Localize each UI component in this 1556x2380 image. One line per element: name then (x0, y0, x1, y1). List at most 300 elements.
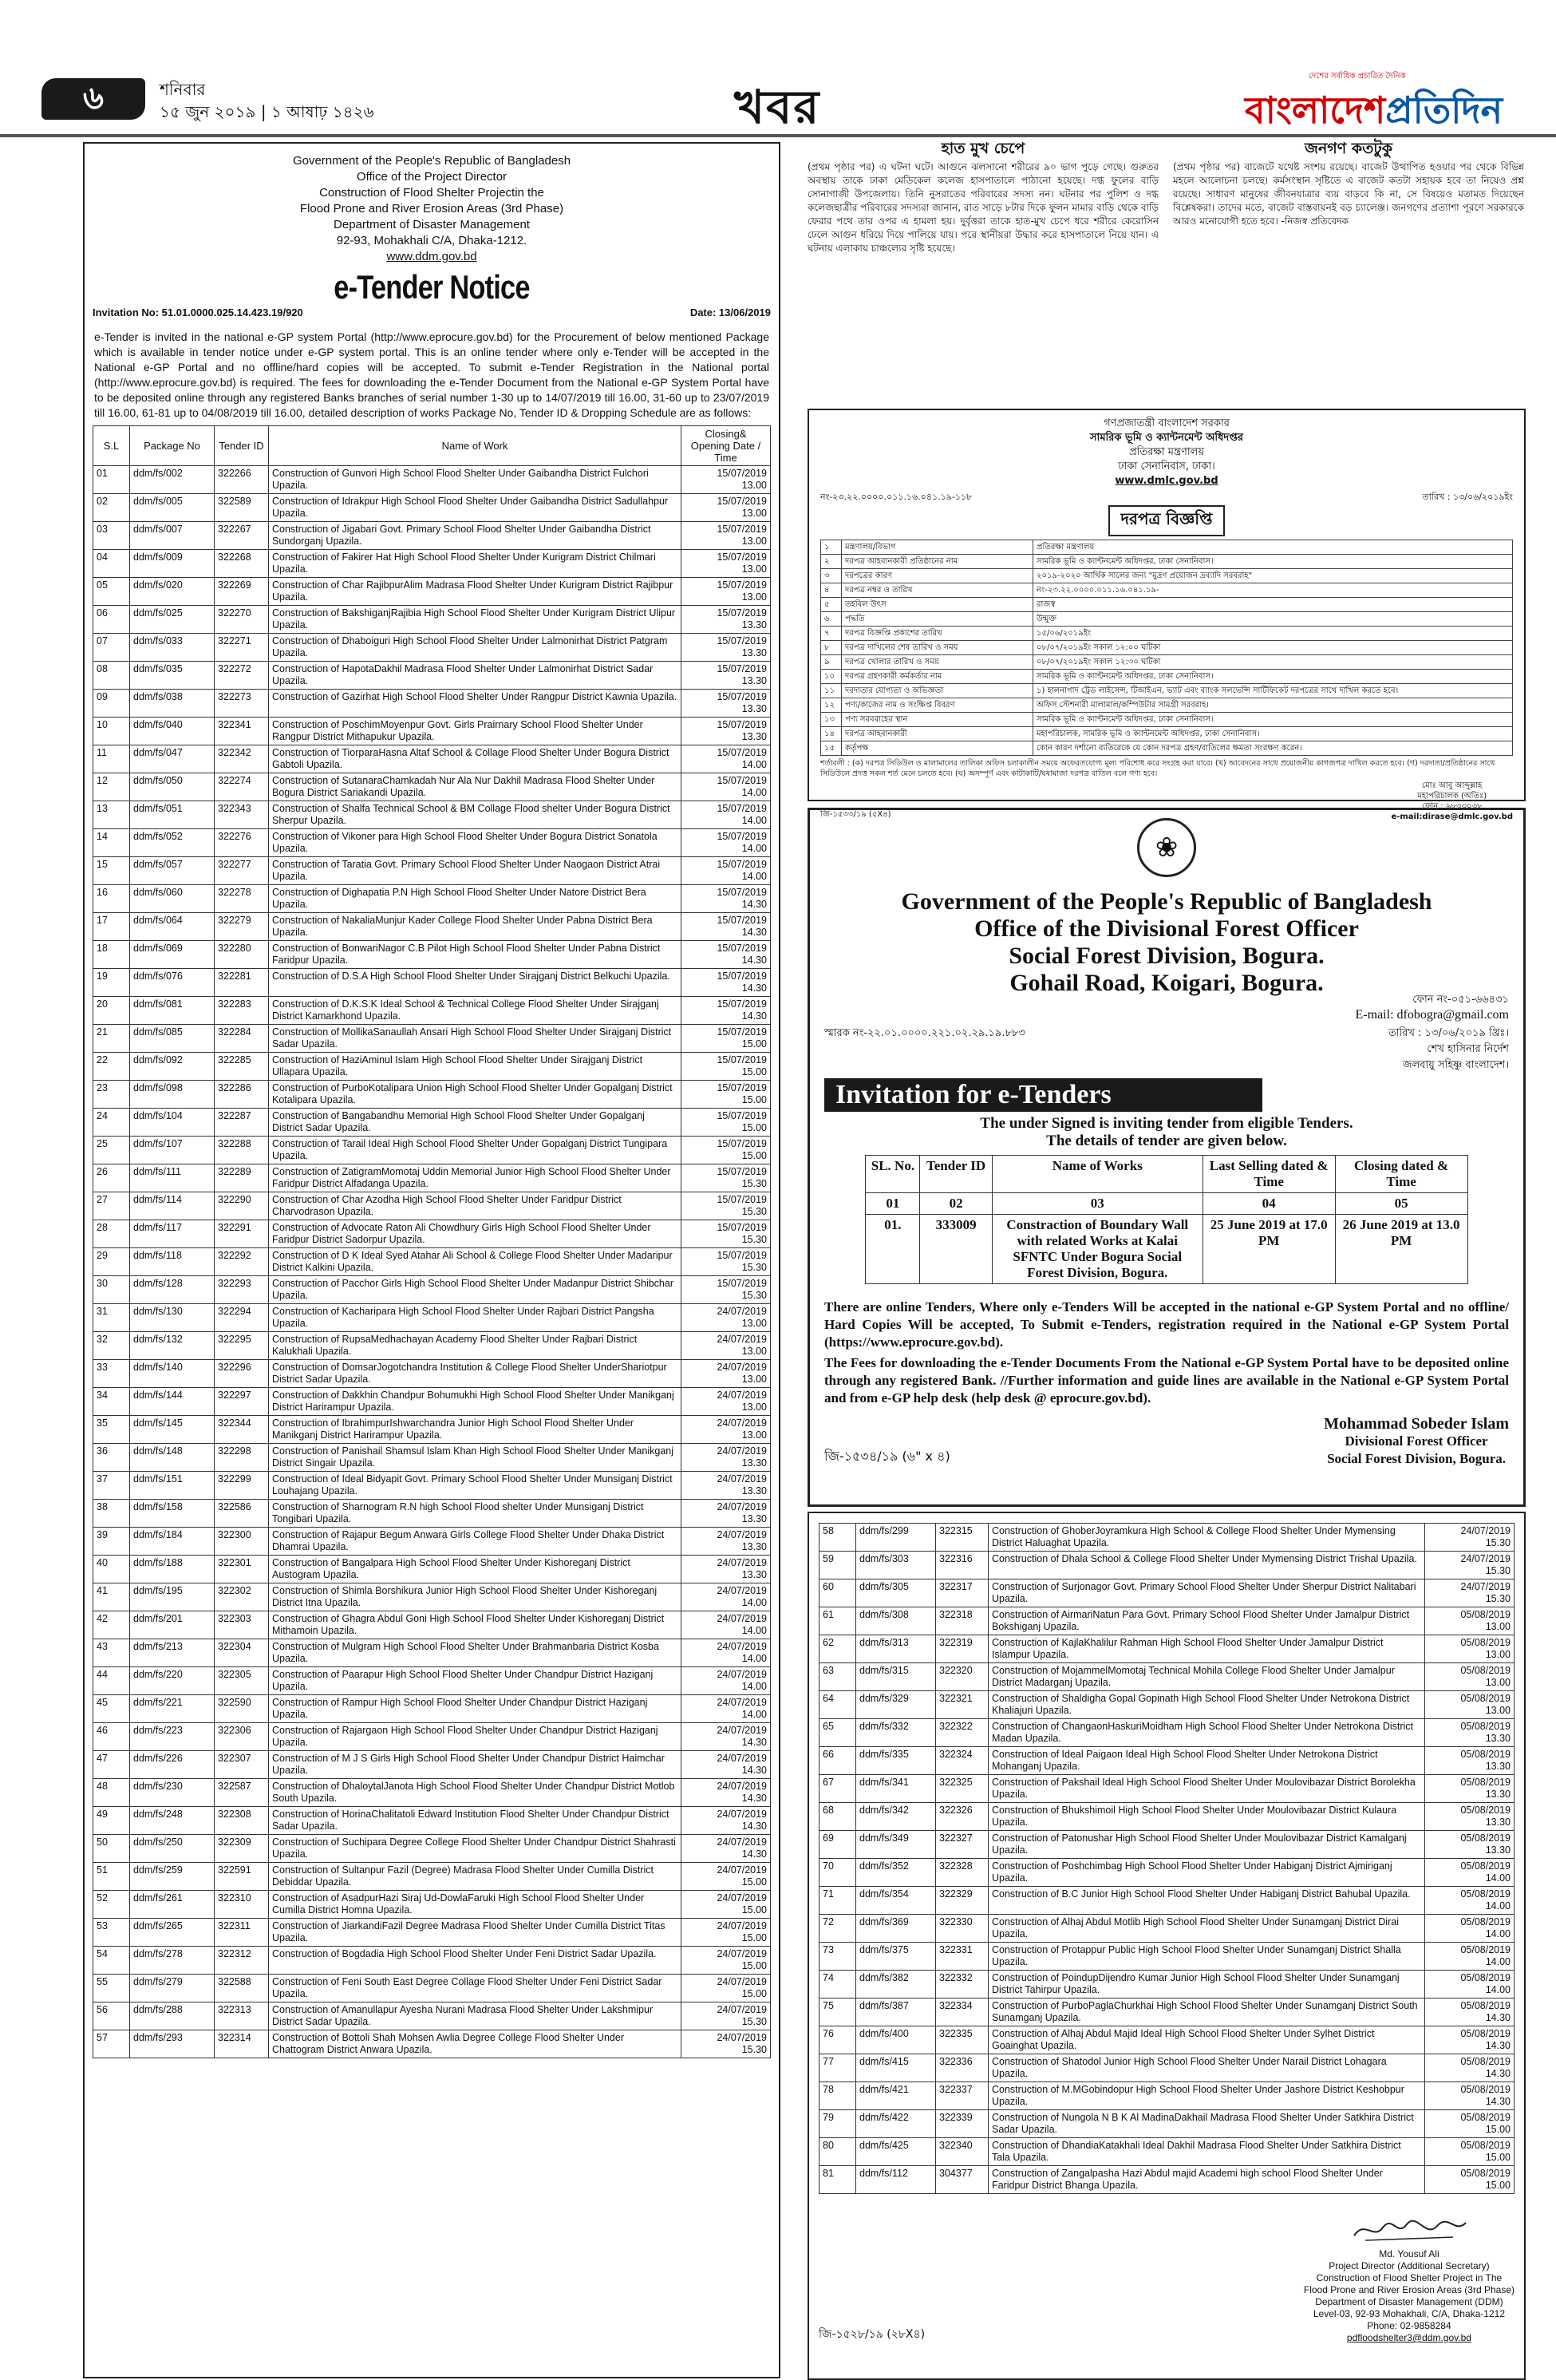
table-cell: ddm/fs/354 (856, 1887, 936, 1915)
bn-title: দরপত্র বিজ্ঞপ্তি (1108, 505, 1226, 536)
ddm-email-link[interactable]: pdfloodshelter3@ddm.gov.bd (1346, 2332, 1471, 2343)
fn-table (865, 1155, 1467, 1284)
bn-cell: দরপত্র বিজ্ঞপ্তি প্রকাশের তারিখ (842, 627, 1033, 641)
table-cell: ddm/fs/342 (856, 1803, 936, 1831)
masthead-part2: প্রতিদিন (1385, 89, 1503, 132)
table-cell: 322289 (215, 1164, 269, 1192)
table-row (93, 2030, 771, 2058)
table-cell: Construction of Bangabandhu Memorial High School Flood Shelter Under Gopalganj District Sadar Upazila. (269, 1109, 681, 1137)
table-cell: ddm/fs/332 (856, 1719, 936, 1747)
fn-email: E-mail: dfobogra@gmail.com (1355, 1008, 1509, 1022)
bn-row (821, 627, 1513, 641)
bn-website-link[interactable]: www.dmlc.gov.bd (1115, 475, 1218, 487)
table-cell: Construction of NakaliaMunjur Kader College Flood Shelter Under Pabna District Bera Upazila. (269, 913, 681, 941)
table-cell: ddm/fs/132 (130, 1332, 215, 1360)
news-right (1173, 142, 1524, 399)
table-cell: 07 (93, 634, 130, 662)
table-cell: ddm/fs/047 (130, 745, 215, 773)
table-cell: 27 (93, 1192, 130, 1220)
table-cell: 49 (93, 1807, 130, 1835)
bn-cell: ১৫ (821, 741, 842, 756)
bn-table (820, 540, 1513, 756)
table-cell: ddm/fs/064 (130, 913, 215, 941)
bn-cell: পদ্ধতি (842, 612, 1033, 627)
table-cell: Construction of IbrahimpurIshwarchandra Junior High School Flood Shelter Under Manikganj District Harirampur Upazila. (269, 1416, 681, 1444)
table-cell: 322326 (936, 1803, 989, 1831)
table-row (93, 1444, 771, 1472)
table-cell: Construction of Jigabari Govt. Primary School Flood Shelter Under Gaibandha District Sundorganj Upazila. (269, 522, 681, 550)
table-row (93, 1667, 771, 1695)
table-cell: ddm/fs/421 (856, 2082, 936, 2110)
table-cell: 24/07/2019 13.30 (681, 1500, 771, 1528)
bn-cell: ৫ (821, 598, 842, 612)
table-cell: ddm/fs/220 (130, 1667, 215, 1695)
etender-notice-left (83, 142, 780, 2378)
table-cell: 58 (819, 1524, 856, 1552)
table-cell: 54 (93, 1947, 130, 1975)
table-cell: 05/08/2019 14.30 (1425, 2054, 1515, 2082)
table-cell: 322320 (936, 1663, 989, 1691)
fn-signer-title2: Social Forest Division, Bogura. (1327, 1451, 1507, 1466)
table-cell: 15/07/2019 14.30 (681, 885, 771, 913)
table-row (93, 494, 771, 522)
table-row (93, 1695, 771, 1723)
table-cell: 322317 (936, 1579, 989, 1607)
table-cell: Construction of Dhaboiguri High School Flood Shelter Under Lalmonirhat District Patgram Upazila. (269, 634, 681, 662)
table-row (93, 550, 771, 578)
table-cell: ddm/fs/009 (130, 550, 215, 578)
table-row (819, 1775, 1515, 1803)
bn-cell: মন্ত্রণালয়/বিভাগ (842, 540, 1033, 555)
fn-sub2: The details of tender are given below. (1046, 1133, 1287, 1149)
fn-line4: Gohail Road, Koigari, Bogura. (1009, 970, 1324, 996)
table-cell: 322269 (215, 578, 269, 606)
table-cell: 322336 (936, 2054, 989, 2082)
table-cell: ddm/fs/005 (130, 494, 215, 522)
table-cell: 322297 (215, 1388, 269, 1416)
table-cell: Construction of Ideal Bidyapit Govt. Primary School Flood Shelter Under Munsiganj District Louhajang Upazila. (269, 1472, 681, 1500)
table-cell: Construction of Idrakpur High School Flood Shelter Under Gaibandha District Sadullahpur Upazila. (269, 494, 681, 522)
table-row (93, 1472, 771, 1500)
table-cell: 11 (93, 745, 130, 773)
table-row (93, 1751, 771, 1779)
bn-signer-title: মহাপরিচালক (অতিঃ) (1417, 792, 1487, 801)
table-cell: ddm/fs/230 (130, 1779, 215, 1807)
table-cell: Construction of HaziAminul Islam High School Flood Shelter Under Sirajganj District Ullapara Upazila. (269, 1053, 681, 1081)
table-cell: 322322 (936, 1719, 989, 1747)
col-sl: S.L (93, 426, 130, 466)
gov-line: Office of the Project Director (356, 170, 507, 184)
table-row (93, 997, 771, 1025)
table-cell: 60 (819, 1579, 856, 1607)
table-row (819, 1663, 1515, 1691)
table-row (93, 1500, 771, 1528)
gov-line: Flood Prone and River Erosion Areas (3rd Phase) (299, 202, 564, 215)
bn-date: তারিখ : ১৩/০৬/২০১৯ইং (1422, 492, 1513, 502)
table-cell: 15/07/2019 15.00 (681, 1053, 771, 1081)
bn-cell: ১৫/০৬/২০১৯ইং (1033, 627, 1513, 641)
table-row (93, 913, 771, 941)
table-row (93, 1192, 771, 1220)
table-cell: 15/07/2019 14.30 (681, 913, 771, 941)
table-cell: 16 (93, 885, 130, 913)
table-cell: ddm/fs/313 (856, 1635, 936, 1663)
table-cell: ddm/fs/081 (130, 997, 215, 1025)
table-cell: Construction of Advocate Raton Ali Chowdhury Girls High School Flood Shelter Under Faridpur District Sadorpur Upazila. (269, 1220, 681, 1248)
bn-cell: ১) হালনাগাদ ট্রেড লাইসেন্স, টিআইএন, ভ্যাট এবং ব্যাংক সলভেন্সি সার্টিফিকেট দরপত্রের সাথে দাখিল করতে হবে। (1033, 684, 1513, 698)
bn-cell: প্রতিরক্ষা মন্ত্রণালয় (1033, 540, 1513, 555)
table-cell: 24/07/2019 15.00 (681, 1975, 771, 2002)
table-cell: 322335 (936, 2026, 989, 2054)
bn-cell: রাজস্ব (1033, 598, 1513, 612)
bn-cell: ৬ (821, 612, 842, 627)
table-cell: 15/07/2019 14.00 (681, 857, 771, 885)
table-cell: Construction of Rajapur Begum Anwara Girls College Flood Shelter Under Dhaka District Dhamrai Upazila. (269, 1528, 681, 1556)
table-cell: ddm/fs/259 (130, 1863, 215, 1891)
table-cell: Construction of Nungola N B K Al MadinaDakhail Madrasa Flood Shelter Under Satkhira District Sadar Upazila. (989, 2110, 1425, 2138)
table-cell: ddm/fs/349 (856, 1831, 936, 1859)
dateline (160, 78, 374, 123)
table-cell: 29 (93, 1248, 130, 1276)
table-cell: ddm/fs/151 (130, 1472, 215, 1500)
table-cell: ddm/fs/305 (856, 1579, 936, 1607)
table-cell: 80 (819, 2138, 856, 2166)
table-row (819, 1552, 1515, 1579)
table-cell: 42 (93, 1611, 130, 1639)
table-cell: 24/07/2019 15.30 (1425, 1524, 1515, 1552)
table-cell: 24/07/2019 13.30 (681, 1556, 771, 1583)
table-cell: ddm/fs/007 (130, 522, 215, 550)
table-row (93, 606, 771, 634)
bn-row (821, 655, 1513, 670)
table-cell: 52 (93, 1891, 130, 1919)
table-cell: Construction of DomsarJogotchandra Institution & College Flood Shelter UnderShariotpur District Sadar Upazila. (269, 1360, 681, 1388)
table-cell: 322324 (936, 1747, 989, 1775)
table-cell: 24/07/2019 15.00 (681, 1863, 771, 1891)
bn-cell: মহাপরিচালক, সামরিক ভূমি ও ক্যান্টনমেন্ট অধিদপ্তর, ঢাকা সেনানিবাস। (1033, 727, 1513, 741)
table-row (93, 522, 771, 550)
table-cell: Construction of Pacchor Girls High School Flood Shelter Under Madanpur District Shibchar Upazila. (269, 1276, 681, 1304)
table-cell: 322288 (215, 1137, 269, 1164)
bangla-tender-notice (808, 409, 1526, 821)
table-cell: 322277 (215, 857, 269, 885)
table-cell: 24/07/2019 13.00 (681, 1360, 771, 1388)
bn-cell: ১১ (821, 684, 842, 698)
bn-cell: দরপত্র গ্রহণকারী কর্মকর্তার নাম (842, 670, 1033, 684)
table-cell: 322327 (936, 1831, 989, 1859)
table-cell: 322344 (215, 1416, 269, 1444)
bn-row (821, 612, 1513, 627)
table-cell: Construction of Feni South East Degree Collage Flood Shelter Under Feni District Sadar Upazila. (269, 1975, 681, 2002)
bn-cell: সামরিক ভূমি ও ক্যান্টনমেন্ট অধিদপ্তর, ঢাকা সেনানিবাস। (1033, 670, 1513, 684)
table-cell: 01 (93, 466, 130, 494)
table-cell: ddm/fs/422 (856, 2110, 936, 2138)
table-cell: 18 (93, 941, 130, 969)
table-cell: Construction of Patonushar High School Flood Shelter Under Moulovibazar District Kamalganj Upazila. (989, 1831, 1425, 1859)
bn-cell: ১০ (821, 670, 842, 684)
table-row (819, 1579, 1515, 1607)
table-row (93, 1919, 771, 1947)
fn-signer: Mohammad Sobeder Islam (1324, 1415, 1509, 1433)
table-cell: 28 (93, 1220, 130, 1248)
invitation-row (85, 306, 779, 318)
table-row (93, 690, 771, 718)
table-row (93, 1304, 771, 1332)
fn-para1: There are online Tenders, Where only e-Tenders Will be accepted in the national e-GP System Portal and no offline/ Hard Copies Will be accepted, To Submit e-Tenders, registration required in the National e-GP System Portal (https://www.eprocure.gov.bd). (824, 1299, 1509, 1350)
table-cell: 41 (93, 1583, 130, 1611)
table-cell: Construction of Dighapatia P.N High School Flood Shelter Under Natore District Bera Upazila. (269, 885, 681, 913)
table-cell: 15/07/2019 13.00 (681, 494, 771, 522)
table-cell: ddm/fs/038 (130, 690, 215, 718)
table-cell: 24/07/2019 13.00 (681, 1332, 771, 1360)
fn-col-sl: SL. No. (866, 1156, 920, 1193)
table-cell: 15/07/2019 13.30 (681, 606, 771, 634)
table-cell: 24/07/2019 14.00 (681, 1667, 771, 1695)
bn-cell: ২০১৯-২০২০ আর্থিক সালের জন্য "মুদ্রণ প্রয়োজন দ্রব্যাদি সরবরাহ" (1033, 569, 1513, 583)
table-cell: Construction of DhaloytalJanota High School Flood Shelter Under Chandpur District Motlob South Upazila. (269, 1779, 681, 1807)
table-cell: ddm/fs/085 (130, 1025, 215, 1053)
table-cell: 322301 (215, 1556, 269, 1583)
table-row (93, 1164, 771, 1192)
ddm-sign-line: Construction of Flood Shelter Project in The (1316, 2272, 1503, 2283)
table-cell: ddm/fs/140 (130, 1360, 215, 1388)
table-cell: Construction of Shaldigha Gopal Gopinath High School Flood Shelter Under Netrokona District Khaliajuri Upazila. (989, 1691, 1425, 1719)
table-row (819, 2082, 1515, 2110)
table-cell: 06 (93, 606, 130, 634)
table-cell: 62 (819, 1635, 856, 1663)
table-cell: 05/08/2019 15.00 (1425, 2166, 1515, 2194)
table-cell: 05/08/2019 15.00 (1425, 2110, 1515, 2138)
table-cell: Construction of MollikaSanaullah Ansari High School Flood Shelter Under Sirajganj District Sadar Upazila. (269, 1025, 681, 1053)
table-cell: 15/07/2019 15.30 (681, 1248, 771, 1276)
table-cell: 24/07/2019 14.30 (681, 1751, 771, 1779)
table-cell: 322306 (215, 1723, 269, 1751)
table-cell: ddm/fs/279 (130, 1975, 215, 2002)
table-cell: Construction of Panishail Shamsul Islam Khan High School Flood Shelter Under Manikganj District Singair Upazila. (269, 1444, 681, 1472)
table-cell: ddm/fs/098 (130, 1081, 215, 1109)
table-cell: ddm/fs/051 (130, 801, 215, 829)
table-cell: 322314 (215, 2030, 269, 2058)
table-cell: 322303 (215, 1611, 269, 1639)
bn-cell: কর্তৃপক্ষ (842, 741, 1033, 756)
table-cell: ddm/fs/288 (130, 2002, 215, 2030)
table-row (93, 1835, 771, 1863)
table-cell: 53 (93, 1919, 130, 1947)
bn-row (821, 583, 1513, 598)
table-cell: ddm/fs/035 (130, 662, 215, 690)
table-cell: 304377 (936, 2166, 989, 2194)
table-row (819, 2110, 1515, 2138)
notice-title: e-Tender Notice (334, 268, 530, 306)
table-cell: Construction of BonwariNagor C.B Pilot High School Flood Shelter Under Pabna District Faridpur Upazila. (269, 941, 681, 969)
table-cell: Construction of D K Ideal Syed Atahar Ali School & College Flood Shelter Under Madaripur District Kalkini Upazila. (269, 1248, 681, 1276)
bn-cell: ০৮/০৭/২০১৯ইং সকাল ১২:০০ ঘটিকা (1033, 641, 1513, 655)
ddm-ref: জি-১৫২৮/১৯ (২৮X৪) (819, 2328, 926, 2341)
table-cell: 322311 (215, 1919, 269, 1947)
bn-row (821, 641, 1513, 655)
table-cell: 37 (93, 1472, 130, 1500)
table-cell: Construction of Bangalpara High School Flood Shelter Under Kishoreganj District Austogram Upazila. (269, 1556, 681, 1583)
bn-cell: দরদাতার যোগ্যতা ও অভিজ্ঞতা (842, 684, 1033, 698)
table-cell: 322296 (215, 1360, 269, 1388)
table-row (93, 634, 771, 662)
table-cell: 24/07/2019 13.00 (681, 1304, 771, 1332)
table-cell: 322276 (215, 829, 269, 857)
table-row (93, 857, 771, 885)
table-cell: 79 (819, 2110, 856, 2138)
table-cell: 322330 (936, 1915, 989, 1943)
table-row (93, 1360, 771, 1388)
table-cell: Construction of PurboPaglaChurkhai High School Flood Shelter Under Sunamganj District South Sunamganj Upazila. (989, 1998, 1425, 2026)
bn-cell: ১২ (821, 698, 842, 713)
bn-cell: সামরিক ভূমি ও ক্যান্টনমেন্ট অধিদপ্তর, ঢাকা সেনানিবাস। (1033, 555, 1513, 569)
bn-ref: জি-১৫৩৩/১৯ (৫X৪) (820, 810, 891, 819)
table-cell: 30 (93, 1276, 130, 1304)
table-cell: 76 (819, 2026, 856, 2054)
table-cell: ddm/fs/415 (856, 2054, 936, 2082)
table-cell: 70 (819, 1859, 856, 1887)
table-cell: 65 (819, 1719, 856, 1747)
table-cell: 05/08/2019 14.00 (1425, 1859, 1515, 1887)
table-cell: 322266 (215, 466, 269, 494)
signature-icon (1349, 2213, 1469, 2245)
table-cell: 08 (93, 662, 130, 690)
table-cell: 322305 (215, 1667, 269, 1695)
table-cell: Construction of Ghagra Abdul Goni High School Flood Shelter Under Kishoreganj District Mithamoin Upazila. (269, 1611, 681, 1639)
table-cell: Construction of Rampur High School Flood Shelter Under Chandpur District Haziganj Upazila. (269, 1695, 681, 1723)
table-cell: 15/07/2019 13.00 (681, 522, 771, 550)
table-cell: 15/07/2019 13.30 (681, 634, 771, 662)
table-cell: Construction of AsadpurHazi Siraj Ud-DowlaFaruki High School Flood Shelter Under Cumilla District Homna Upazila. (269, 1891, 681, 1919)
table-cell: 19 (93, 969, 130, 997)
table-cell: 45 (93, 1695, 130, 1723)
table-cell: 322278 (215, 885, 269, 913)
table-cell: ddm/fs/050 (130, 773, 215, 801)
table-cell: Construction of GhoberJoyramkura High School & College Flood Shelter Under Mymensing District Haluaghat Upazila. (989, 1524, 1425, 1552)
gov-line: 92-93, Mohakhali C/A, Dhaka-1212. (336, 234, 527, 247)
table-row (819, 2166, 1515, 2194)
table-cell: 05/08/2019 13.30 (1425, 1719, 1515, 1747)
table-cell: ddm/fs/069 (130, 941, 215, 969)
table-cell: 24/07/2019 15.30 (681, 2002, 771, 2030)
table-cell: Construction of Bogdadia High School Flood Shelter Under Feni District Sadar Upazila. (269, 1947, 681, 1975)
table-cell: 05/08/2019 14.00 (1425, 1915, 1515, 1943)
table-cell: 24/07/2019 14.30 (681, 1807, 771, 1835)
table-cell: Construction of Protappur Public High School Flood Shelter Under Sunamganj District Shalla Upazila. (989, 1943, 1425, 1971)
table-cell: Construction of Suchipara Degree College Flood Shelter Under Chandpur District Shahrasti Upazila. (269, 1835, 681, 1863)
bn-cell: ১৩ (821, 713, 842, 727)
table-cell: Construction of Zangalpasha Hazi Abdul majid Academi high school Flood Shelter Under Faridpur District Bhanga Upazila. (989, 2166, 1425, 2194)
fn-cell: 25 June 2019 at 17.0 PM (1203, 1215, 1335, 1284)
table-cell: Construction of Surjonagor Govt. Primary School Flood Shelter Under Sherpur District Nalitabari Upazila. (989, 1579, 1425, 1607)
table-cell: 05/08/2019 13.00 (1425, 1663, 1515, 1691)
table-cell: 322292 (215, 1248, 269, 1276)
table-cell: 73 (819, 1943, 856, 1971)
table-cell: 39 (93, 1528, 130, 1556)
table-cell: 322342 (215, 745, 269, 773)
table-cell: 322268 (215, 550, 269, 578)
page-number: ৬ (41, 78, 145, 120)
fn-num: 01 (866, 1193, 920, 1215)
table-cell: 44 (93, 1667, 130, 1695)
table-cell: 322295 (215, 1332, 269, 1360)
table-cell: Construction of M J S Girls High School Flood Shelter Under Chandpur District Haimchar Upazila. (269, 1751, 681, 1779)
table-cell: 322318 (936, 1607, 989, 1635)
table-cell: 05/08/2019 14.00 (1425, 1887, 1515, 1915)
table-cell: ddm/fs/057 (130, 857, 215, 885)
ddm-sign-line: Department of Disaster Management (DDM) (1315, 2296, 1503, 2307)
table-cell: ddm/fs/369 (856, 1915, 936, 1943)
table-cell: 05/08/2019 14.30 (1425, 2082, 1515, 2110)
table-cell: 13 (93, 801, 130, 829)
masthead-logo (1245, 83, 1503, 144)
table-cell: 15/07/2019 13.30 (681, 690, 771, 718)
table-cell: ddm/fs/425 (856, 2138, 936, 2166)
table-cell: ddm/fs/148 (130, 1444, 215, 1472)
table-cell: Construction of Shalfa Technical School & BM Collage Flood shelter Under Bogura District Sherpur Upazila. (269, 801, 681, 829)
table-row (93, 662, 771, 690)
table-cell: 81 (819, 2166, 856, 2194)
bn-cell: ৭ (821, 627, 842, 641)
table-cell: ddm/fs/195 (130, 1583, 215, 1611)
table-cell: 24/07/2019 13.30 (681, 1528, 771, 1556)
table-cell: ddm/fs/352 (856, 1859, 936, 1887)
table-cell: Construction of KajlaKhalilur Rahman High School Flood Shelter Under Jamalpur District Islampur Upazila. (989, 1635, 1425, 1663)
table-cell: 69 (819, 1831, 856, 1859)
table-cell: 322280 (215, 941, 269, 969)
table-row (819, 1635, 1515, 1663)
table-row (819, 1859, 1515, 1887)
table-row (93, 1891, 771, 1919)
bn-row (821, 598, 1513, 612)
table-cell: 322325 (936, 1775, 989, 1803)
table-cell: 15/07/2019 15.30 (681, 1220, 771, 1248)
table-cell: Construction of Alhaj Abdul Majid Ideal High School Flood Shelter Under Sylhet District Goainghat Upazila. (989, 2026, 1425, 2054)
table-row (93, 718, 771, 745)
table-cell: 24/07/2019 14.00 (681, 1695, 771, 1723)
table-cell: Construction of Gunvori High School Flood Shelter Under Gaibandha District Fulchori Upazila. (269, 466, 681, 494)
bn-cell: কোন কারণ দর্শানো ব্যতিরেকে যে কোন দরপত্র গ্রহণ/বাতিলের ক্ষমতা সংরক্ষণ করেন। (1033, 741, 1513, 756)
bn-dept: সামরিক ভূমি ও ক্যান্টনমেন্ট অধিদপ্তর (1089, 432, 1244, 444)
col-closing: Closing& Opening Date / Time (681, 426, 771, 466)
forest-etender-notice (808, 808, 1526, 1507)
table-cell: Construction of D.S.A High School Flood Shelter Under Sirajganj District Belkuchi Upazila. (269, 969, 681, 997)
table-cell: Construction of Shimla Borshikura Junior High School Flood Shelter Under Kishoreganj District Itna Upazila. (269, 1583, 681, 1611)
table-cell: 05/08/2019 13.30 (1425, 1803, 1515, 1831)
table-cell: ddm/fs/052 (130, 829, 215, 857)
table-row (93, 1416, 771, 1444)
bn-cell: ২ (821, 555, 842, 569)
table-cell: 23 (93, 1081, 130, 1109)
table-cell: Construction of Paarapur High School Flood Shelter Under Chandpur District Haziganj Upazila. (269, 1667, 681, 1695)
table-row (93, 941, 771, 969)
table-cell: 322315 (936, 1524, 989, 1552)
table-cell: 322591 (215, 1863, 269, 1891)
table-cell: 322589 (215, 494, 269, 522)
table-cell: Construction of Sultanpur Fazil (Degree) Madrasa Flood Shelter Under Cumilla District Debiddar Upazila. (269, 1863, 681, 1891)
table-cell: 40 (93, 1556, 130, 1583)
website-link[interactable]: www.ddm.gov.bd (386, 250, 477, 263)
table-cell: 77 (819, 2054, 856, 2082)
table-cell: 56 (93, 2002, 130, 2030)
table-row (93, 1583, 771, 1611)
table-cell: Construction of TiorparaHasna Altaf School & Collage Flood Shelter Under Bogura District Gabtoli Upazila. (269, 745, 681, 773)
table-cell: 24/07/2019 13.00 (681, 1416, 771, 1444)
table-cell: 59 (819, 1552, 856, 1579)
bn-cell: অফিস স্টেশনারী মালামাল/কম্পিউটার সামগ্রী সরবরাহ। (1033, 698, 1513, 713)
table-cell: 64 (819, 1691, 856, 1719)
table-cell: 25 (93, 1137, 130, 1164)
